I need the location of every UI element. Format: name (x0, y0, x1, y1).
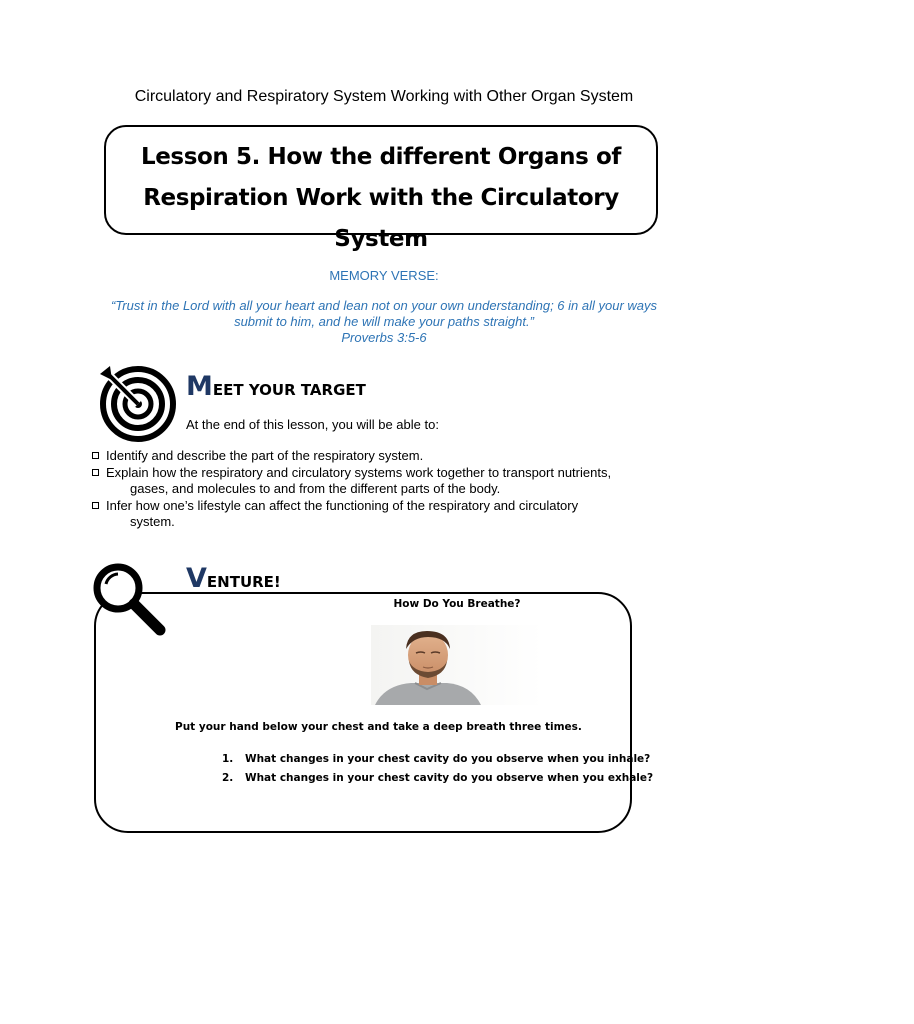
meet-your-target-title (186, 371, 366, 403)
venture-title (186, 563, 281, 595)
meet-title-rest: EET YOUR TARGET (212, 381, 366, 399)
lesson-title-line-3: System (334, 226, 428, 252)
memory-verse-text: “Trust in the Lord with all your heart and lean not on your own understanding; 6 in all your ways submit to him, and he will make your paths straight.” (110, 298, 658, 329)
meet-title-cap: M (186, 371, 213, 402)
venture-title-rest: ENTURE! (206, 573, 281, 591)
objective-item: Identify and describe the part of the respiratory system. (92, 448, 682, 465)
venture-activity-box (94, 592, 632, 833)
venture-title-cap: V (186, 563, 207, 594)
activity-title: How Do You Breathe? (393, 598, 521, 610)
target-icon (96, 364, 180, 444)
question-item: 1. What changes in your chest cavity do you observe when you inhale? (222, 753, 651, 765)
question-item: 2. What changes in your chest cavity do you observe when you exhale? (222, 772, 654, 784)
square-bullet-icon (92, 502, 99, 509)
objectives-list (92, 448, 682, 531)
square-bullet-icon (92, 452, 99, 459)
objectives-intro: At the end of this lesson, you will be able to: (186, 417, 439, 432)
activity-instruction: Put your hand below your chest and take a deep breath three times. (175, 721, 582, 733)
breathing-man-photo (371, 625, 543, 705)
activity-questions (222, 750, 653, 788)
memory-verse-label: MEMORY VERSE: (329, 268, 439, 283)
objective-item: Explain how the respiratory and circulatory systems work together to transport nutrients, gases, and molecules to and from the different parts of the body. (92, 465, 682, 498)
lesson-title-line-1: Lesson 5. How the different Organs of (140, 144, 622, 170)
lesson-title-box (104, 125, 658, 252)
square-bullet-icon (92, 469, 99, 476)
lesson-title (106, 137, 656, 260)
memory-verse-reference: Proverbs 3:5-6 (341, 330, 427, 345)
lesson-title-line-2: Respiration Work with the Circulatory (143, 185, 619, 211)
objective-item: Infer how one’s lifestyle can affect the functioning of the respiratory and circulatory system. (92, 498, 682, 531)
document-header: Circulatory and Respiratory System Working with Other Organ System (134, 88, 634, 105)
